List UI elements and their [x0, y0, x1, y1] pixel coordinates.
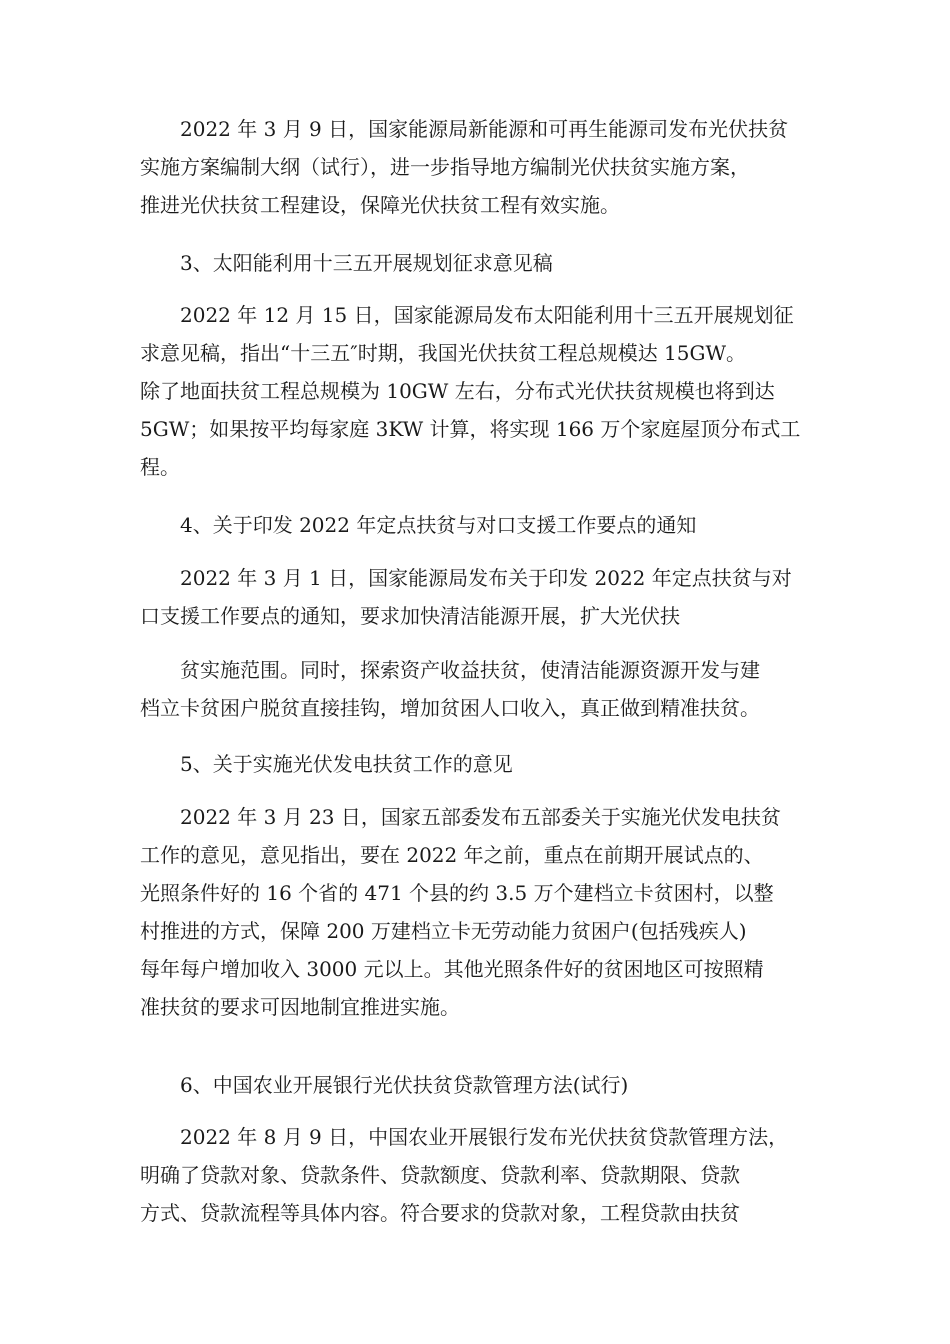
text-line: 村推进的方式，保障 200 万建档立卡无劳动能力贫困户(包括残疾人) — [140, 919, 747, 943]
text-line: 实施方案编制大纲（试行），进一步指导地方编制光伏扶贫实施方案， — [140, 155, 750, 179]
section-heading — [140, 506, 840, 544]
text-line: 2022 年 8 月 9 日，中国农业开展银行发布光伏扶贫贷款管理方法， — [140, 1125, 789, 1149]
text-line: 3、太阳能利用十三五开展规划征求意见稿 — [140, 251, 553, 275]
section-heading — [140, 1066, 840, 1104]
text-line: 光照条件好的 16 个省的 471 个县的约 3.5 万个建档立卡贫困村，以整 — [140, 881, 774, 905]
text-line: 档立卡贫困户脱贫直接挂钩，增加贫困人口收入，真正做到精准扶贫。 — [140, 696, 760, 720]
text-line: 2022 年 12 月 15 日，国家能源局发布太阳能利用十三五开展规划征 — [140, 303, 794, 327]
text-line: 明确了贷款对象、贷款条件、贷款额度、贷款利率、贷款期限、贷款 — [140, 1163, 740, 1187]
section-heading — [140, 745, 840, 783]
text-line: 求意见稿，指出“十三五″时期，我国光伏扶贫工程总规模达 15GW。 — [140, 341, 747, 365]
paragraph — [140, 651, 840, 727]
paragraph — [140, 559, 840, 635]
text-line: 准扶贫的要求可因地制宜推进实施。 — [140, 995, 460, 1019]
text-line: 2022 年 3 月 9 日，国家能源局新能源和可再生能源司发布光伏扶贫 — [140, 117, 789, 141]
paragraph — [140, 1118, 840, 1232]
text-line: 5、关于实施光伏发电扶贫工作的意见 — [140, 752, 513, 776]
text-line: 2022 年 3 月 1 日，国家能源局发布关于印发 2022 年定点扶贫与对 — [140, 566, 792, 590]
text-line: 贫实施范围。同时，探索资产收益扶贫，使清洁能源资源开发与建 — [140, 658, 760, 682]
text-line: 每年每户增加收入 3000 元以上。其他光照条件好的贫困地区可按照精 — [140, 957, 764, 981]
text-line: 程。 — [140, 455, 180, 479]
paragraph — [140, 110, 840, 224]
text-line: 口支援工作要点的通知，要求加快清洁能源开展，扩大光伏扶 — [140, 604, 680, 628]
text-line: 除了地面扶贫工程总规模为 10GW 左右，分布式光伏扶贫规模也将到达 — [140, 379, 775, 403]
paragraph — [140, 798, 840, 1026]
text-line: 推进光伏扶贫工程建设，保障光伏扶贫工程有效实施。 — [140, 193, 620, 217]
section-heading — [140, 244, 840, 282]
text-line: 4、关于印发 2022 年定点扶贫与对口支援工作要点的通知 — [140, 513, 697, 537]
text-line: 5GW；如果按平均每家庭 3KW 计算，将实现 166 万个家庭屋顶分布式工 — [140, 417, 801, 441]
text-line: 6、中国农业开展银行光伏扶贫贷款管理方法(试行) — [140, 1073, 629, 1097]
text-line: 工作的意见，意见指出，要在 2022 年之前，重点在前期开展试点的、 — [140, 843, 764, 867]
paragraph — [140, 296, 840, 486]
text-line: 2022 年 3 月 23 日，国家五部委发布五部委关于实施光伏发电扶贫 — [140, 805, 781, 829]
text-line: 方式、贷款流程等具体内容。符合要求的贷款对象，工程贷款由扶贫 — [140, 1201, 740, 1225]
